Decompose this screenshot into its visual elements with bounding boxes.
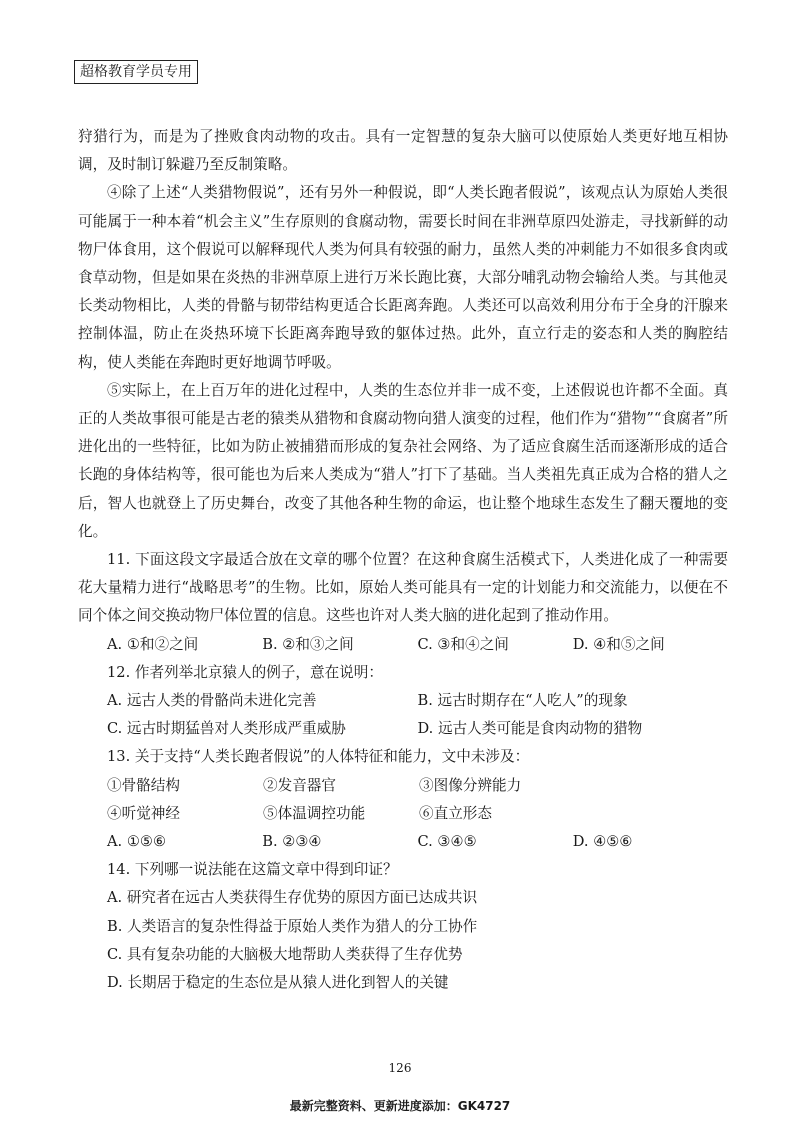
question-11-option-a: A. ①和②之间 (107, 635, 199, 653)
question-14-option-b: B. 人类语言的复杂性得益于原始人类作为猎人的分工协作 (107, 917, 478, 935)
paragraph-5: ⑤实际上，在上百万年的进化过程中，人类的生态位并非一成不变，上述假说也许都不全面。真正的人类故事很可能是古老的猿类从猎物和食腐动物向猎人演变的过程，他们作为“猎物”“食腐者”所进化出的一些特征，比如为防止被捕猎而形成的复杂社会网络、为了适应食腐生活而逐渐形成的适合长跑的身体结构等，很可能也为后来人类成为“猎人”打下了基础。当人类祖先真正成为合格的猎人之后，智人也就登上了历史舞台，改变了其他各种生物的命运，也让整个地球生态发生了翻天覆地的变化。 (78, 381, 728, 540)
question-13-item-1: ①骨骼结构 (107, 776, 180, 794)
question-14-option-c: C. 具有复杂功能的大脑极大地帮助人类获得了生存优势 (107, 945, 463, 963)
question-13-item-2: ②发音器官 (263, 776, 336, 794)
question-13-item-3: ③图像分辨能力 (419, 776, 522, 794)
question-12-options-row-1 (78, 687, 728, 715)
page-number: 126 (388, 1061, 412, 1075)
question-11-options (78, 631, 728, 659)
question-11-option-c: C. ③和④之间 (417, 635, 509, 653)
question-11-stem: 11. 下面这段文字最适合放在文章的哪个位置？在这种食腐生活模式下，人类进化成了一种需要花大量精力进行“战略思考”的生物。比如，原始人类可能具有一定的计划能力和交流能力，以便在不同个体之间交换动物尸体位置的信息。这些也许对人类大脑的进化起到了推动作用。 (78, 551, 728, 625)
question-12-option-b: B. 远古时期存在“人吃人”的现象 (417, 692, 628, 710)
question-13-options (78, 828, 728, 856)
paragraph-4: ④除了上述“人类猎物假说”，还有另外一种假说，即“人类长跑者假说”，该观点认为原始人类很可能属于一种本着“机会主义”生存原则的食腐动物，需要长时间在非洲草原四处游走，寻找新鲜的动物尸体食用，这个假说可以解释现代人类为何具有较强的耐力，虽然人类的冲刺能力不如很多食肉或食草动物，但是如果在炎热的非洲草原上进行万米长跑比赛，大部分哺乳动物会输给人类。与其他灵长类动物相比，人类的骨骼与韧带结构更适合长距离奔跑。人类还可以高效利用分布于全身的汗腺来控制体温，防止在炎热环境下长距离奔跑导致的躯体过热。此外，直立行走的姿态和人类的胸腔结构，使人类能在奔跑时更好地调节呼吸。 (78, 184, 728, 371)
question-12-option-a: A. 远古人类的骨骼尚未进化完善 (107, 692, 317, 710)
question-12-option-c: C. 远古时期猛兽对人类形成严重威胁 (107, 720, 346, 738)
question-11-option-b: B. ②和③之间 (262, 635, 354, 653)
question-13-option-a: A. ①⑤⑥ (107, 833, 167, 851)
question-13-stem: 13. 关于支持“人类长跑者假说”的人体特征和能力，文中未涉及： (107, 748, 530, 766)
question-13-items-row-2 (78, 800, 728, 828)
question-13-item-4: ④听觉神经 (107, 804, 180, 822)
question-13-option-d: D. ④⑤⑥ (572, 833, 633, 851)
question-14-stem: 14. 下列哪一说法能在这篇文章中得到印证？ (107, 861, 398, 879)
article-body (78, 123, 728, 997)
footer-note: 最新完整资料、更新进度添加：GK4727 (289, 1099, 511, 1113)
question-13-option-c: C. ③④⑤ (417, 833, 477, 851)
question-13-items-row-1 (78, 772, 728, 800)
question-14-option-d: D. 长期居于稳定的生态位是从猿人进化到智人的关键 (107, 974, 449, 992)
paragraph-continued: 狩猎行为，而是为了挫败食肉动物的攻击。具有一定智慧的复杂大脑可以使原始人类更好地互相协调，及时制订躲避乃至反制策略。 (78, 128, 728, 174)
question-13-option-b: B. ②③④ (262, 833, 322, 851)
question-11-option-d: D. ④和⑤之间 (572, 635, 665, 653)
question-13-item-6: ⑥直立形态 (419, 804, 492, 822)
question-12-options-row-2 (78, 715, 728, 743)
question-13-item-5: ⑤体温调控功能 (263, 804, 366, 822)
header-label: 超格教育学员专用 (74, 60, 198, 84)
question-12-stem: 12. 作者列举北京猿人的例子，意在说明： (107, 663, 383, 681)
question-12-option-d: D. 远古人类可能是食肉动物的猎物 (417, 720, 643, 738)
question-14-option-a: A. 研究者在远古人类获得生存优势的原因方面已达成共识 (107, 889, 478, 907)
